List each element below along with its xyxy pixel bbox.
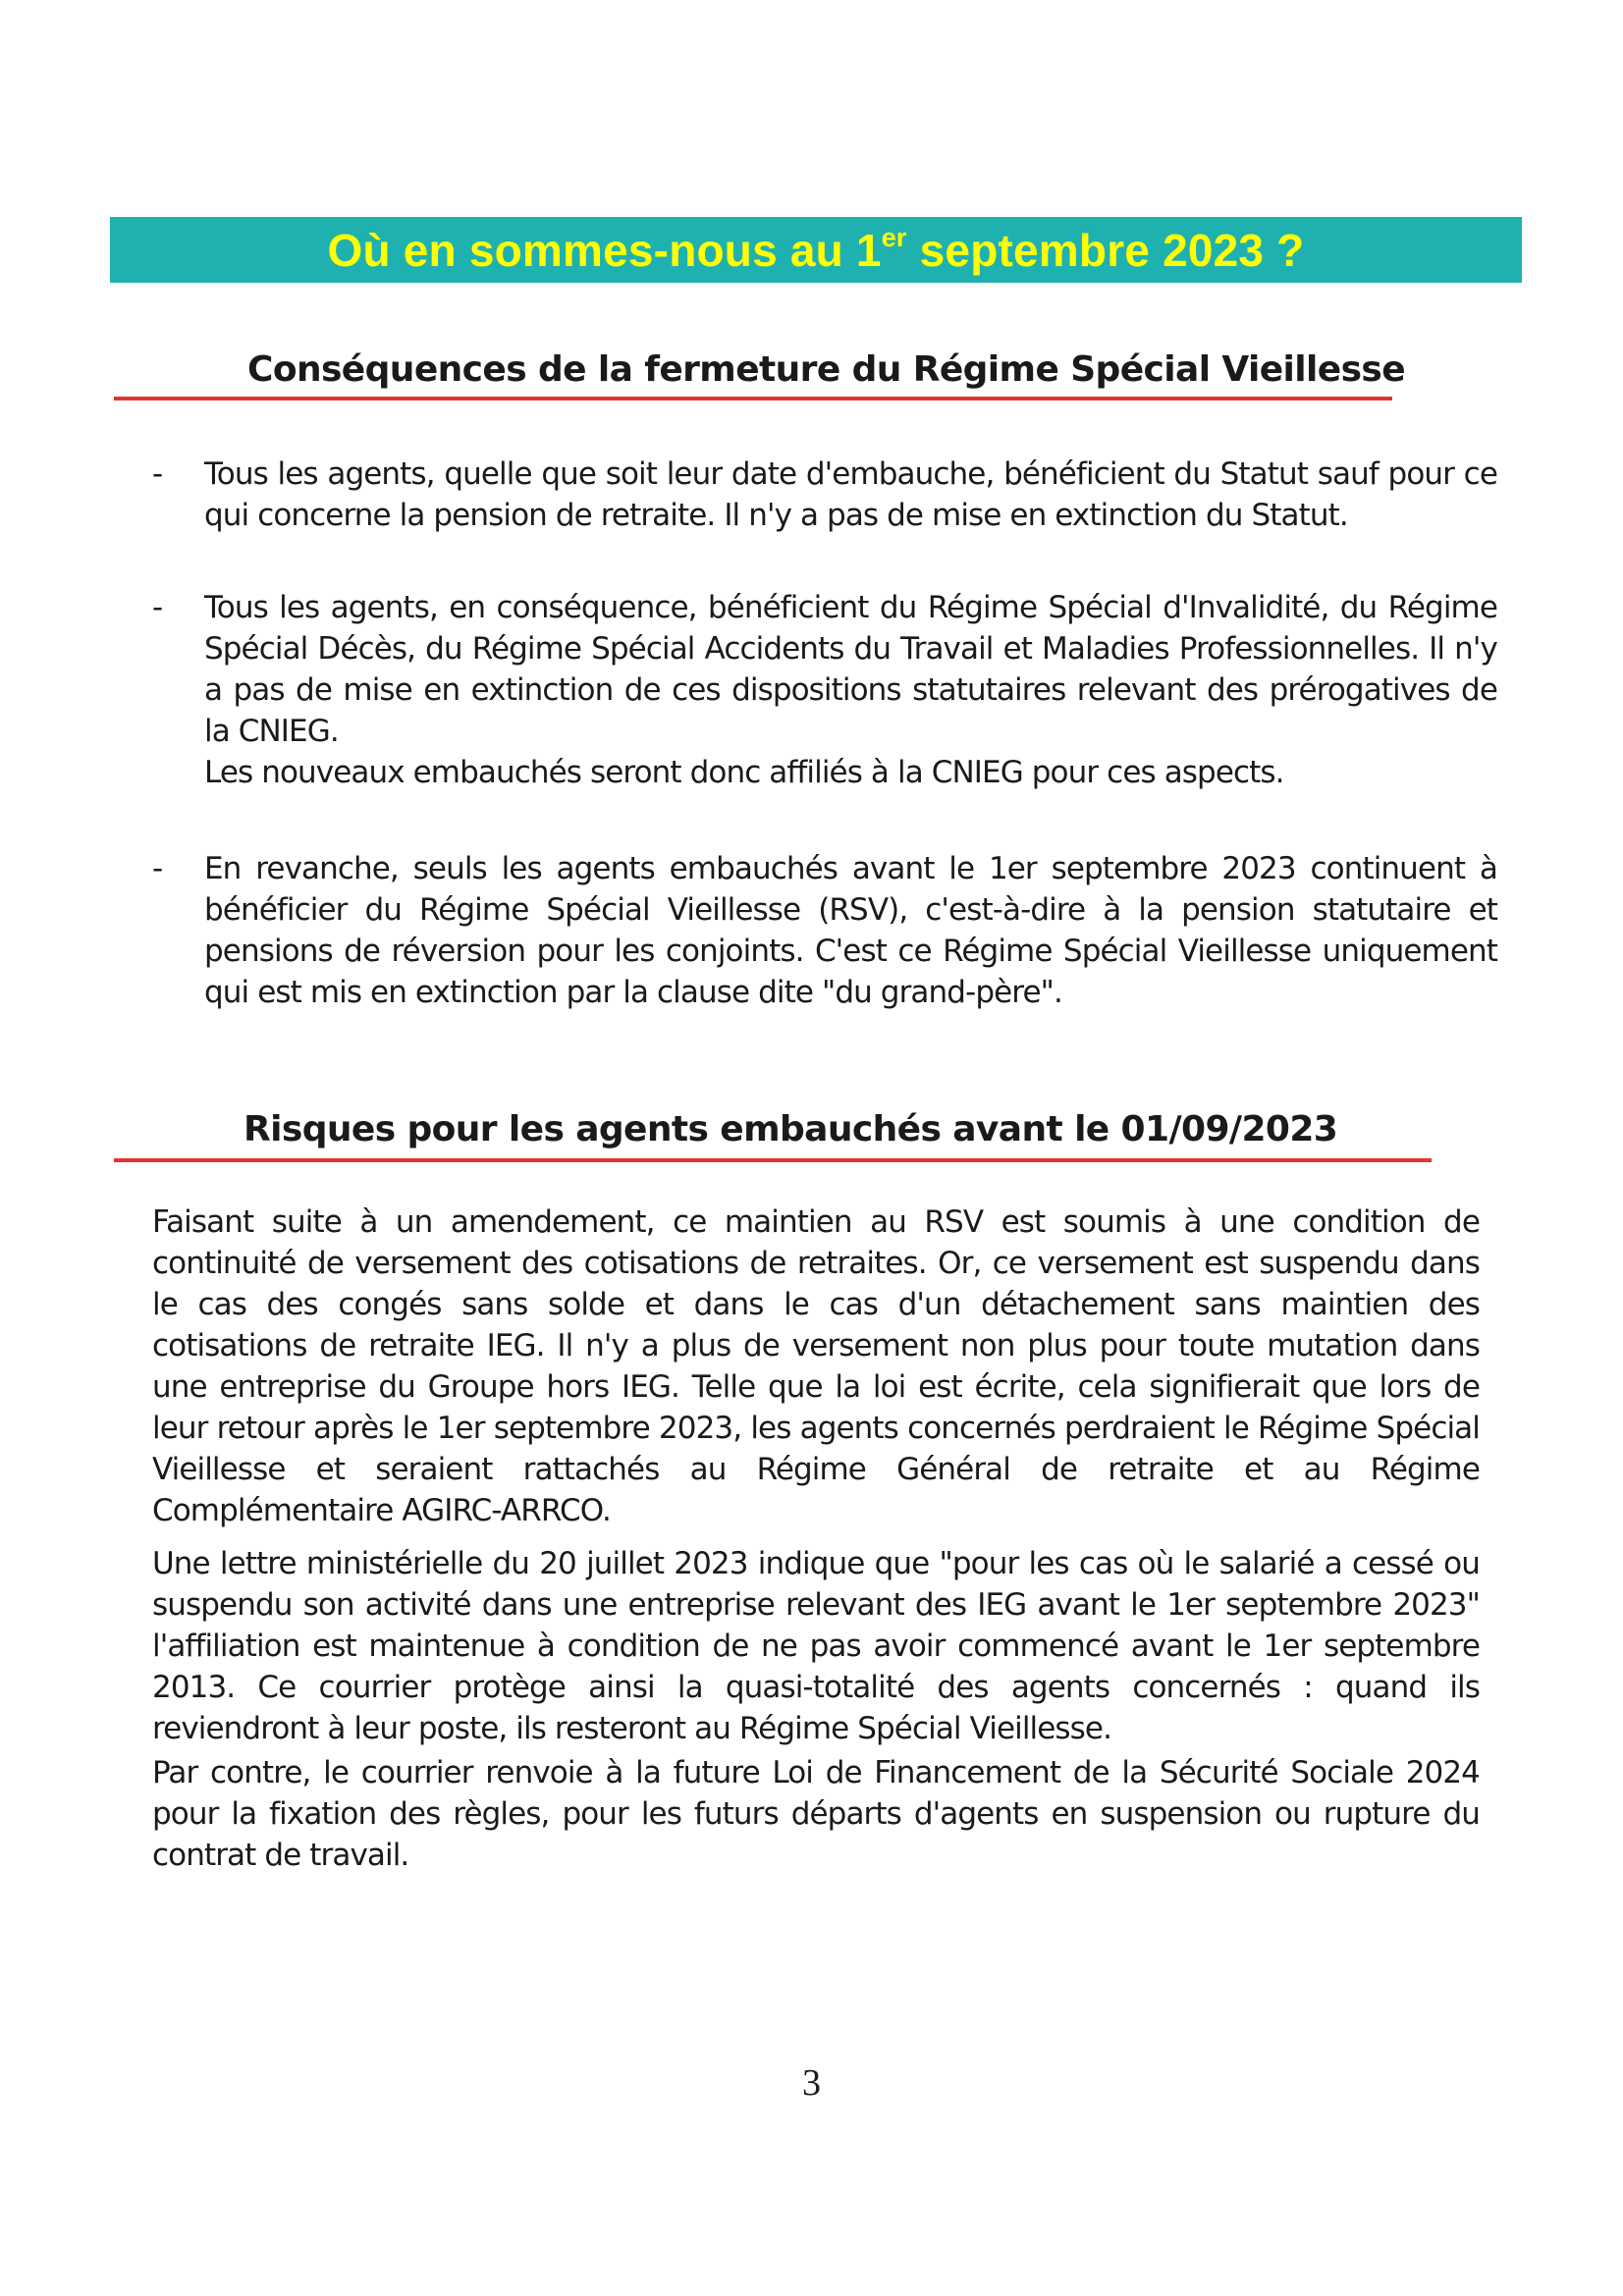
- bullet-dash: -: [152, 456, 163, 492]
- heading-underline-1: [114, 397, 1392, 400]
- title-banner: [110, 217, 1522, 283]
- bullet-dash: -: [152, 590, 163, 625]
- bullet-text: [204, 848, 1497, 1013]
- body-paragraph: Une lettre ministérielle du 20 juillet 2023 indique que "pour les cas où le salarié a cessé ou suspendu son activité dans une entreprise relevant des IEG avant le 1er septembre 2023" l'affiliation est maintenue à condition de ne pas avoir commencé avant le 1er septembre 2013. Ce courrier protège ainsi la quasi-totalité des agents concernés : quand ils reviendront à leur poste, ils resteront au Régime Spécial Vieillesse.: [152, 1546, 1480, 1746]
- section-heading-risques: Risques pour les agents embauchés avant le 01/09/2023: [243, 1109, 1338, 1149]
- page-number: 3: [802, 2062, 821, 2104]
- section-heading-consequences: Conséquences de la fermeture du Régime Spécial Vieillesse: [247, 349, 1406, 390]
- body-paragraph: Faisant suite à un amendement, ce maintien au RSV est soumis à une condition de continuité de versement des cotisations de retraites. Or, ce versement est suspendu dans le cas des congés sans solde et dans le cas d'un détachement sans maintien des cotisations de retraite IEG. Il n'y a plus de versement non plus pour toute mutation dans une entreprise du Groupe hors IEG. Telle que la loi est écrite, cela signifierait que lors de leur retour après le 1er septembre 2023, les agents concernés perdraient le Régime Spécial Vieillesse et seraient rattachés au Régime Général de retraite et au Régime Complémentaire AGIRC-ARRCO.: [152, 1204, 1480, 1528]
- bullet-paragraph: Les nouveaux embauchés seront donc affiliés à la CNIEG pour ces aspects.: [204, 755, 1284, 790]
- bullet-paragraph: Tous les agents, quelle que soit leur date d'embauche, bénéficient du Statut sauf pour ce qui concerne la pension de retraite. Il n'y a pas de mise en extinction du Statut.: [204, 456, 1497, 533]
- bullet-text: [204, 454, 1497, 536]
- title-part-1: Où en sommes-nous au 1: [327, 224, 882, 276]
- bullet-paragraph: Tous les agents, en conséquence, bénéficient du Régime Spécial d'Invalidité, du Régime Spécial Décès, du Régime Spécial Accidents du Travail et Maladies Professionnelles. Il n'y a pas de mise en extinction de ces dispositions statutaires relevant des prérogatives de la CNIEG.: [204, 590, 1497, 749]
- page-title: [328, 224, 1305, 277]
- bullet-item: [152, 848, 1497, 1013]
- bullet-paragraph: En revanche, seuls les agents embauchés avant le 1er septembre 2023 continuent à bénéficier du Régime Spécial Vieillesse (RSV), c'est-à-dire à la pension statutaire et pensions de réversion pour les conjoints. C'est ce Régime Spécial Vieillesse uniquement qui est mis en extinction par la clause dite "du grand-père".: [204, 851, 1497, 1010]
- bullet-item: [152, 454, 1497, 536]
- bullet-text: [204, 587, 1497, 793]
- bullet-dash: -: [152, 851, 163, 886]
- body-paragraph: Par contre, le courrier renvoie à la future Loi de Financement de la Sécurité Sociale 2024 pour la fixation des règles, pour les futurs départs d'agents en suspension ou rupture du contrat de travail.: [152, 1755, 1480, 1873]
- heading-underline-2: [114, 1158, 1432, 1162]
- title-part-2: septembre 2023 ?: [906, 224, 1305, 276]
- title-superscript: er: [881, 223, 907, 253]
- bullet-item: [152, 587, 1497, 793]
